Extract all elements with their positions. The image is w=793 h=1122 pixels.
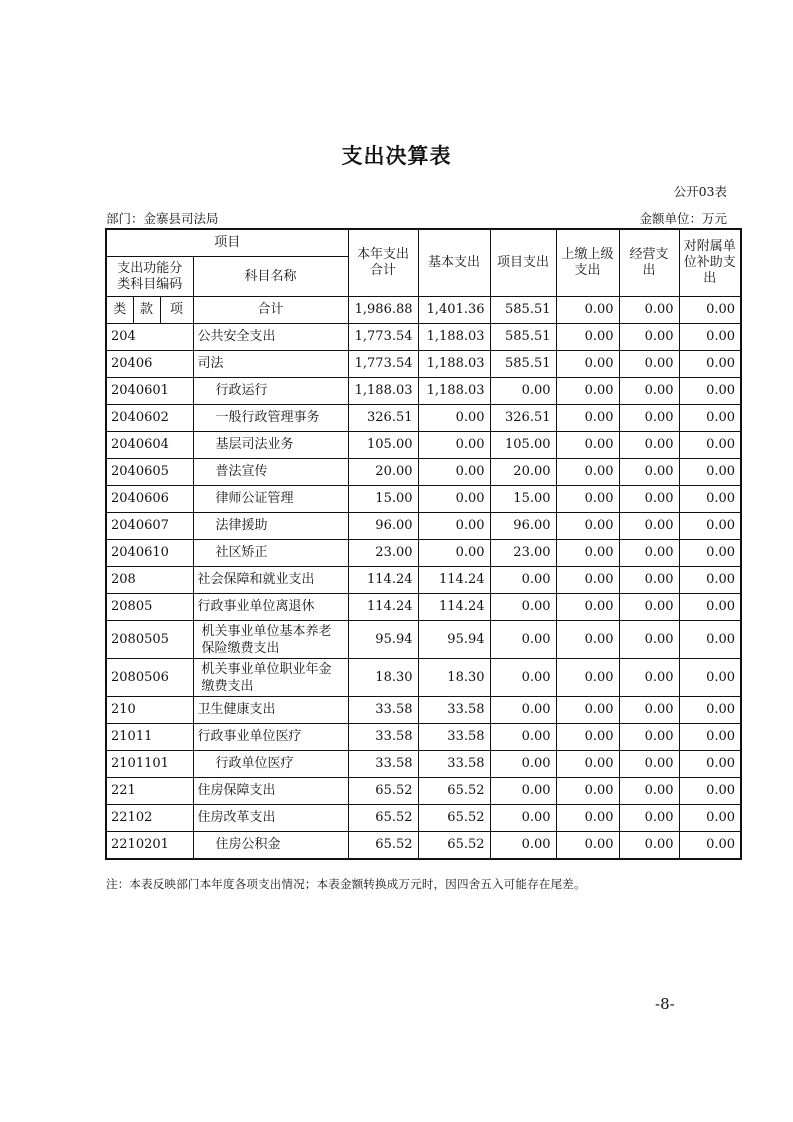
subject-code: 2080505 bbox=[106, 621, 193, 659]
amount-cell: 0.00 bbox=[679, 405, 741, 432]
amount-cell: 20.00 bbox=[490, 459, 556, 486]
amount-cell: 0.00 bbox=[490, 659, 556, 697]
amount-cell: 0.00 bbox=[418, 459, 490, 486]
amount-cell: 105.00 bbox=[348, 432, 418, 459]
amount-cell: 0.00 bbox=[619, 724, 679, 751]
subject-name: 行政单位医疗 bbox=[193, 751, 348, 778]
amount-cell: 65.52 bbox=[418, 832, 490, 860]
subject-name: 机关事业单位基本养老保险缴费支出 bbox=[193, 621, 348, 659]
table-row bbox=[106, 724, 741, 751]
total-cell: 0.00 bbox=[619, 297, 679, 324]
subject-code: 22102 bbox=[106, 805, 193, 832]
amount-cell: 95.94 bbox=[418, 621, 490, 659]
table-number: 公开03表 bbox=[673, 184, 727, 199]
table-row bbox=[106, 432, 741, 459]
amount-cell: 65.52 bbox=[348, 805, 418, 832]
amount-cell: 0.00 bbox=[490, 724, 556, 751]
subject-code: 2040605 bbox=[106, 459, 193, 486]
table-row bbox=[106, 751, 741, 778]
header-project-expenditure: 项目支出 bbox=[490, 229, 556, 297]
amount-cell: 105.00 bbox=[490, 432, 556, 459]
amount-cell: 23.00 bbox=[348, 540, 418, 567]
amount-cell: 0.00 bbox=[679, 459, 741, 486]
subject-name: 卫生健康支出 bbox=[193, 697, 348, 724]
table-row bbox=[106, 778, 741, 805]
amount-cell: 0.00 bbox=[556, 378, 619, 405]
amount-cell: 0.00 bbox=[619, 324, 679, 351]
total-cell: 1,986.88 bbox=[348, 297, 418, 324]
amount-cell: 0.00 bbox=[679, 778, 741, 805]
amount-cell: 15.00 bbox=[348, 486, 418, 513]
subject-code: 2040610 bbox=[106, 540, 193, 567]
amount-cell: 326.51 bbox=[490, 405, 556, 432]
amount-cell: 0.00 bbox=[619, 621, 679, 659]
amount-cell: 1,188.03 bbox=[418, 378, 490, 405]
subject-code: 2040604 bbox=[106, 432, 193, 459]
amount-cell: 114.24 bbox=[418, 594, 490, 621]
header-lei: 类 bbox=[106, 297, 133, 324]
amount-cell: 0.00 bbox=[556, 751, 619, 778]
subject-code: 2040602 bbox=[106, 405, 193, 432]
subject-code: 2040607 bbox=[106, 513, 193, 540]
amount-cell: 1,773.54 bbox=[348, 324, 418, 351]
subject-name: 律师公证管理 bbox=[193, 486, 348, 513]
table-row bbox=[106, 486, 741, 513]
table-row bbox=[106, 621, 741, 659]
subject-code: 2080506 bbox=[106, 659, 193, 697]
amount-cell: 0.00 bbox=[619, 751, 679, 778]
amount-cell: 0.00 bbox=[556, 540, 619, 567]
amount-cell: 0.00 bbox=[619, 405, 679, 432]
table-row bbox=[106, 659, 741, 697]
amount-cell: 0.00 bbox=[619, 351, 679, 378]
table-row bbox=[106, 540, 741, 567]
amount-cell: 0.00 bbox=[556, 459, 619, 486]
table-row bbox=[106, 697, 741, 724]
subject-code: 208 bbox=[106, 567, 193, 594]
subject-code: 21011 bbox=[106, 724, 193, 751]
amount-cell: 0.00 bbox=[679, 659, 741, 697]
subject-name: 社区矫正 bbox=[193, 540, 348, 567]
amount-cell: 33.58 bbox=[348, 697, 418, 724]
header-name: 科目名称 bbox=[193, 257, 348, 297]
amount-cell: 96.00 bbox=[348, 513, 418, 540]
amount-cell: 0.00 bbox=[619, 432, 679, 459]
amount-cell: 65.52 bbox=[418, 805, 490, 832]
amount-cell: 0.00 bbox=[619, 513, 679, 540]
table-row bbox=[106, 324, 741, 351]
page-number: -8- bbox=[655, 995, 675, 1013]
footnote: 注：本表反映部门本年度各项支出情况；本表金额转换成万元时，因四舍五入可能存在尾差。 bbox=[106, 877, 586, 891]
amount-cell: 0.00 bbox=[619, 832, 679, 860]
amount-cell: 0.00 bbox=[556, 594, 619, 621]
amount-cell: 0.00 bbox=[556, 832, 619, 860]
amount-cell: 0.00 bbox=[556, 351, 619, 378]
amount-cell: 0.00 bbox=[679, 832, 741, 860]
table-row bbox=[106, 832, 741, 860]
table-row bbox=[106, 513, 741, 540]
amount-cell: 0.00 bbox=[556, 724, 619, 751]
amount-cell: 0.00 bbox=[679, 805, 741, 832]
total-label: 合计 bbox=[193, 297, 348, 324]
header-basic: 基本支出 bbox=[418, 229, 490, 297]
amount-cell: 0.00 bbox=[679, 621, 741, 659]
table-row bbox=[106, 378, 741, 405]
amount-cell: 0.00 bbox=[679, 324, 741, 351]
amount-cell: 33.58 bbox=[348, 724, 418, 751]
amount-cell: 0.00 bbox=[490, 378, 556, 405]
amount-cell: 0.00 bbox=[556, 805, 619, 832]
table-row bbox=[106, 351, 741, 378]
amount-cell: 96.00 bbox=[490, 513, 556, 540]
amount-cell: 0.00 bbox=[556, 659, 619, 697]
amount-cell: 0.00 bbox=[679, 486, 741, 513]
amount-cell: 20.00 bbox=[348, 459, 418, 486]
amount-cell: 0.00 bbox=[418, 540, 490, 567]
subject-name: 社会保障和就业支出 bbox=[193, 567, 348, 594]
amount-cell: 0.00 bbox=[619, 805, 679, 832]
amount-cell: 0.00 bbox=[418, 486, 490, 513]
header-business: 经营支出 bbox=[619, 229, 679, 297]
subject-name: 法律援助 bbox=[193, 513, 348, 540]
subject-code: 2101101 bbox=[106, 751, 193, 778]
amount-cell: 0.00 bbox=[556, 486, 619, 513]
amount-cell: 33.58 bbox=[348, 751, 418, 778]
amount-cell: 23.00 bbox=[490, 540, 556, 567]
total-cell: 0.00 bbox=[679, 297, 741, 324]
amount-cell: 0.00 bbox=[619, 378, 679, 405]
subject-code: 2040601 bbox=[106, 378, 193, 405]
table-row bbox=[106, 567, 741, 594]
header-total: 本年支出合计 bbox=[348, 229, 418, 297]
table-row bbox=[106, 594, 741, 621]
table-row bbox=[106, 405, 741, 432]
amount-cell: 0.00 bbox=[556, 567, 619, 594]
amount-cell: 0.00 bbox=[490, 832, 556, 860]
amount-cell: 18.30 bbox=[348, 659, 418, 697]
subject-code: 2040606 bbox=[106, 486, 193, 513]
amount-cell: 326.51 bbox=[348, 405, 418, 432]
amount-cell: 0.00 bbox=[418, 513, 490, 540]
amount-cell: 0.00 bbox=[556, 697, 619, 724]
amount-cell: 0.00 bbox=[679, 567, 741, 594]
amount-cell: 0.00 bbox=[679, 378, 741, 405]
amount-cell: 0.00 bbox=[619, 659, 679, 697]
amount-cell: 0.00 bbox=[679, 513, 741, 540]
amount-cell: 0.00 bbox=[679, 724, 741, 751]
amount-cell: 0.00 bbox=[490, 621, 556, 659]
amount-cell: 65.52 bbox=[348, 778, 418, 805]
amount-cell: 0.00 bbox=[619, 594, 679, 621]
subject-code: 20406 bbox=[106, 351, 193, 378]
subject-code: 210 bbox=[106, 697, 193, 724]
expenditure-table bbox=[105, 228, 742, 860]
subject-name: 行政事业单位离退休 bbox=[193, 594, 348, 621]
amount-cell: 114.24 bbox=[348, 567, 418, 594]
amount-cell: 0.00 bbox=[556, 432, 619, 459]
amount-cell: 0.00 bbox=[619, 459, 679, 486]
subject-name: 行政事业单位医疗 bbox=[193, 724, 348, 751]
subject-code: 204 bbox=[106, 324, 193, 351]
amount-cell: 0.00 bbox=[418, 405, 490, 432]
subject-name: 一般行政管理事务 bbox=[193, 405, 348, 432]
amount-cell: 65.52 bbox=[418, 778, 490, 805]
amount-cell: 0.00 bbox=[490, 778, 556, 805]
amount-cell: 0.00 bbox=[679, 432, 741, 459]
amount-cell: 1,188.03 bbox=[418, 351, 490, 378]
subject-name: 住房公积金 bbox=[193, 832, 348, 860]
amount-cell: 0.00 bbox=[490, 567, 556, 594]
amount-cell: 0.00 bbox=[556, 621, 619, 659]
amount-cell: 0.00 bbox=[490, 594, 556, 621]
amount-cell: 0.00 bbox=[556, 324, 619, 351]
amount-cell: 0.00 bbox=[619, 697, 679, 724]
subject-name: 基层司法业务 bbox=[193, 432, 348, 459]
amount-cell: 0.00 bbox=[619, 540, 679, 567]
subject-code: 20805 bbox=[106, 594, 193, 621]
amount-cell: 1,188.03 bbox=[418, 324, 490, 351]
amount-cell: 0.00 bbox=[556, 405, 619, 432]
subject-name: 公共安全支出 bbox=[193, 324, 348, 351]
subject-name: 住房保障支出 bbox=[193, 778, 348, 805]
amount-cell: 0.00 bbox=[619, 778, 679, 805]
total-cell: 585.51 bbox=[490, 297, 556, 324]
amount-cell: 585.51 bbox=[490, 324, 556, 351]
subject-name: 住房改革支出 bbox=[193, 805, 348, 832]
header-upper-level: 上缴上级支出 bbox=[556, 229, 619, 297]
amount-cell: 95.94 bbox=[348, 621, 418, 659]
amount-cell: 33.58 bbox=[418, 724, 490, 751]
amount-cell: 0.00 bbox=[490, 697, 556, 724]
subject-name: 行政运行 bbox=[193, 378, 348, 405]
amount-cell: 18.30 bbox=[418, 659, 490, 697]
total-cell: 0.00 bbox=[556, 297, 619, 324]
amount-cell: 0.00 bbox=[490, 805, 556, 832]
amount-cell: 0.00 bbox=[418, 432, 490, 459]
subject-code: 221 bbox=[106, 778, 193, 805]
header-subsidy: 对附属单位补助支出 bbox=[679, 229, 741, 297]
header-xiang: 项 bbox=[160, 297, 193, 324]
amount-cell: 1,773.54 bbox=[348, 351, 418, 378]
subject-name: 普法宣传 bbox=[193, 459, 348, 486]
amount-cell: 65.52 bbox=[348, 832, 418, 860]
amount-cell: 33.58 bbox=[418, 697, 490, 724]
amount-cell: 114.24 bbox=[418, 567, 490, 594]
amount-cell: 0.00 bbox=[679, 540, 741, 567]
total-cell: 1,401.36 bbox=[418, 297, 490, 324]
header-project: 项目 bbox=[106, 229, 348, 257]
amount-cell: 1,188.03 bbox=[348, 378, 418, 405]
amount-cell: 15.00 bbox=[490, 486, 556, 513]
amount-cell: 0.00 bbox=[556, 778, 619, 805]
subject-code: 2210201 bbox=[106, 832, 193, 860]
amount-cell: 33.58 bbox=[418, 751, 490, 778]
header-code-group: 支出功能分类科目编码 bbox=[106, 257, 193, 297]
subject-name: 司法 bbox=[193, 351, 348, 378]
amount-cell: 114.24 bbox=[348, 594, 418, 621]
amount-cell: 0.00 bbox=[679, 751, 741, 778]
amount-unit-label: 金额单位：万元 bbox=[639, 211, 727, 226]
page-title: 支出决算表 bbox=[341, 143, 452, 168]
amount-cell: 0.00 bbox=[679, 697, 741, 724]
amount-cell: 0.00 bbox=[679, 594, 741, 621]
amount-cell: 0.00 bbox=[679, 351, 741, 378]
header-kuan: 款 bbox=[133, 297, 160, 324]
subject-name: 机关事业单位职业年金缴费支出 bbox=[193, 659, 348, 697]
amount-cell: 0.00 bbox=[619, 486, 679, 513]
amount-cell: 0.00 bbox=[490, 751, 556, 778]
table-row bbox=[106, 805, 741, 832]
department-label: 部门：金寨县司法局 bbox=[106, 211, 219, 226]
amount-cell: 585.51 bbox=[490, 351, 556, 378]
amount-cell: 0.00 bbox=[619, 567, 679, 594]
amount-cell: 0.00 bbox=[556, 513, 619, 540]
table-row bbox=[106, 459, 741, 486]
